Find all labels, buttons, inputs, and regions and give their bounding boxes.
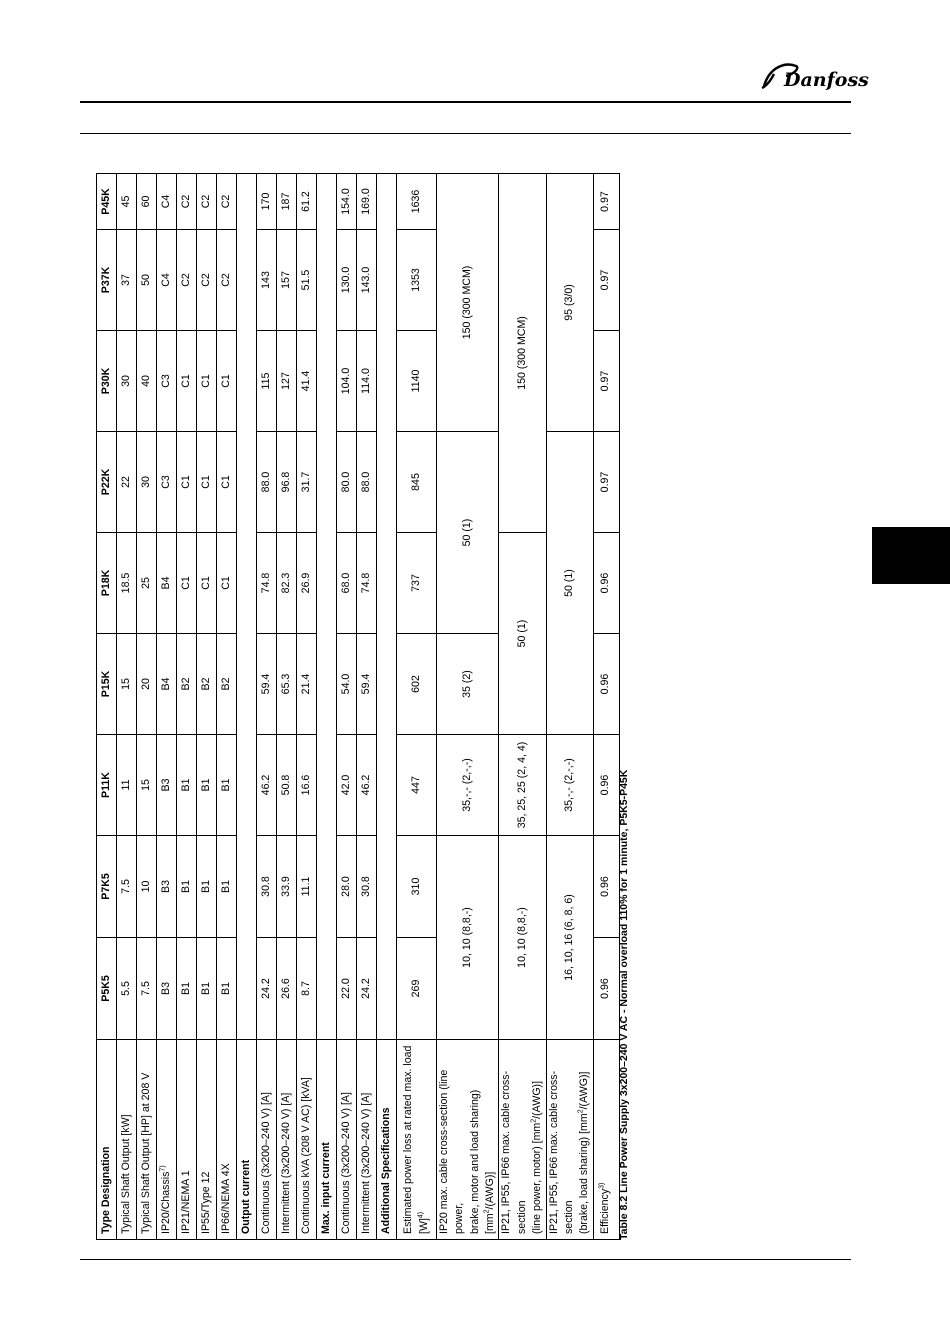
table-cell: 310 xyxy=(397,836,437,938)
section-row-additional-specifications xyxy=(377,174,397,1240)
table-cell: B1 xyxy=(177,938,197,1040)
table-cell: 22 xyxy=(117,432,137,533)
row-label xyxy=(437,1040,499,1240)
table-cell: 30 xyxy=(117,331,137,432)
table-cell: 22.0 xyxy=(337,938,357,1040)
table-cell: C1 xyxy=(217,331,237,432)
table-cell: C3 xyxy=(157,432,177,533)
section-fill xyxy=(377,174,397,1040)
table-cell: 115 xyxy=(257,331,277,432)
table-cell: C2 xyxy=(197,230,217,331)
table-cell: 0.96 xyxy=(593,533,619,634)
footer-rule xyxy=(80,1259,851,1260)
table-cell: 150 (300 MCM) xyxy=(437,174,499,432)
table-cell: 0.96 xyxy=(593,836,619,938)
table-cell: C1 xyxy=(177,432,197,533)
row-label-text: /(AWG)] xyxy=(484,1171,497,1210)
table-cell: 50 xyxy=(137,230,157,331)
table-cell: 35 (2) xyxy=(437,634,499,735)
chapter-tab xyxy=(872,527,950,584)
table-cell: B3 xyxy=(157,938,177,1040)
row-label-text: /(AWG)] xyxy=(531,1080,544,1119)
table-cell: 1353 xyxy=(397,230,437,331)
row-label: Intermittent (3x200–240 V) [A] xyxy=(277,1040,297,1240)
table-cell: 46.2 xyxy=(357,735,377,836)
col-p7k5: P7K5 xyxy=(97,836,117,938)
table-cell: 65.3 xyxy=(277,634,297,735)
table-cell: 30.8 xyxy=(357,836,377,938)
table-cell: 82.3 xyxy=(277,533,297,634)
table-cell: 10, 10 (8,8,-) xyxy=(437,836,499,1040)
table-cell: 50.8 xyxy=(277,735,297,836)
superscript: 2 xyxy=(483,1209,491,1214)
table-row xyxy=(177,174,197,1240)
header-row xyxy=(97,174,117,1240)
row-label: Continuous (3x200–240 V) [A] xyxy=(337,1040,357,1240)
table-cell: 127 xyxy=(277,331,297,432)
table-cell: 150 (300 MCM) xyxy=(499,174,546,533)
row-label: IP66/NEMA 4X xyxy=(217,1040,237,1240)
table-cell: C1 xyxy=(217,432,237,533)
table-cell: 33.9 xyxy=(277,836,297,938)
table-cell: 54.0 xyxy=(337,634,357,735)
col-p45k: P45K xyxy=(97,174,117,230)
table-cell: 5.5 xyxy=(117,938,137,1040)
row-label-text: Estimated power loss at rated max. load xyxy=(402,1045,415,1234)
table-cell: 26.6 xyxy=(277,938,297,1040)
row-label-text: IP20/Chassis xyxy=(159,1171,172,1234)
table-cell: C4 xyxy=(157,230,177,331)
table-cell: 10 xyxy=(137,836,157,938)
table-cell: 0.96 xyxy=(593,634,619,735)
table-cell: 16.6 xyxy=(297,735,317,836)
footnote-ref: 7) xyxy=(159,1165,167,1172)
table-cell: 35, 25, 25 (2, 4, 4) xyxy=(499,735,546,836)
table-row xyxy=(117,174,137,1240)
table-cell: 143.0 xyxy=(357,230,377,331)
table-cell: 269 xyxy=(397,938,437,1040)
table-cell: 0.97 xyxy=(593,230,619,331)
table-cell: 20 xyxy=(137,634,157,735)
table-cell: B1 xyxy=(197,938,217,1040)
table-cell: 157 xyxy=(277,230,297,331)
table-cell: C1 xyxy=(197,331,217,432)
table-cell: 51.5 xyxy=(297,230,317,331)
table-cell: 0.97 xyxy=(593,432,619,533)
table-row xyxy=(137,174,157,1240)
table-cell: 31.7 xyxy=(297,432,317,533)
row-label-text: IP21, IP55, IP66 max. cable cross-section xyxy=(547,1070,575,1234)
table-cell: 59.4 xyxy=(257,634,277,735)
footnote-ref: 4) xyxy=(416,1211,424,1219)
table-cell: 7.5 xyxy=(137,938,157,1040)
table-cell: 42.0 xyxy=(337,735,357,836)
row-label: Intermittent (3x200–240 V) [A] xyxy=(357,1040,377,1240)
table-cell: B1 xyxy=(197,836,217,938)
table-cell: 88.0 xyxy=(257,432,277,533)
table-cell: 25 xyxy=(137,533,157,634)
table-caption: Table 8.2 Line Power Supply 3x200–240 V AC - Normal overload 110% for 1 minute, P5K5-P45K xyxy=(618,769,630,1240)
col-p15k: P15K xyxy=(97,634,117,735)
table-cell: 50 (1) xyxy=(546,432,593,735)
table-cell: B1 xyxy=(217,836,237,938)
row-label xyxy=(397,1040,437,1240)
table-cell: 24.2 xyxy=(357,938,377,1040)
table-cell: 447 xyxy=(397,735,437,836)
table-cell: 45 xyxy=(117,174,137,230)
table-cell: B2 xyxy=(197,634,217,735)
table-cell: 8.7 xyxy=(297,938,317,1040)
table-cell: 50 (1) xyxy=(499,533,546,735)
col-p18k: P18K xyxy=(97,533,117,634)
logo-wordmark: Danfoss xyxy=(784,69,869,91)
superscript: 2 xyxy=(577,1109,585,1114)
row-label xyxy=(157,1040,177,1240)
table-cell: 35,-,- (2,-,-) xyxy=(546,735,593,836)
row-label-text: Efficiency xyxy=(599,1188,612,1234)
section-heading: Max. input current xyxy=(317,1040,337,1240)
section-row-output-current xyxy=(237,174,257,1240)
table-cell: 60 xyxy=(137,174,157,230)
table-cell: C2 xyxy=(177,174,197,230)
table-cell: B2 xyxy=(217,634,237,735)
table-cell: 21.4 xyxy=(297,634,317,735)
table-cell: 50 (1) xyxy=(437,432,499,634)
table-cell: 41.4 xyxy=(297,331,317,432)
section-heading: Output current xyxy=(237,1040,257,1240)
table-cell: 28.0 xyxy=(337,836,357,938)
row-label-text: IP20 max. cable cross-section (line power, xyxy=(438,1069,466,1234)
table-cell: 10, 10 (8,8,-) xyxy=(499,836,546,1040)
table-cell: 737 xyxy=(397,533,437,634)
section-fill xyxy=(237,174,257,1040)
table-cell: 11 xyxy=(117,735,137,836)
table-cell: 15 xyxy=(117,634,137,735)
table-cell: 18.5 xyxy=(117,533,137,634)
table-cell: 0.96 xyxy=(593,938,619,1040)
table-cell: C2 xyxy=(217,230,237,331)
table-cell: 24.2 xyxy=(257,938,277,1040)
table-cell: 61.2 xyxy=(297,174,317,230)
row-label-text: (line power, motor) [mm xyxy=(531,1122,544,1234)
table-row xyxy=(197,174,217,1240)
table-cell: C1 xyxy=(177,331,197,432)
table-cell: 602 xyxy=(397,634,437,735)
table-cell: 74.8 xyxy=(257,533,277,634)
table-cell: 59.4 xyxy=(357,634,377,735)
row-label-text: /(AWG)] xyxy=(578,1071,591,1110)
table-cell: 845 xyxy=(397,432,437,533)
footnote-ref: 3) xyxy=(598,1182,606,1189)
table-cell: 95 (3/0) xyxy=(546,174,593,432)
table-cell: B1 xyxy=(197,735,217,836)
row-label: Continuous kVA (208 V AC) [kVA] xyxy=(297,1040,317,1240)
table-cell: 0.96 xyxy=(593,735,619,836)
col-p30k: P30K xyxy=(97,331,117,432)
table-cell: 0.97 xyxy=(593,174,619,230)
header-rule-thick xyxy=(80,101,851,103)
row-label: Typical Shaft Output [HP] at 208 V xyxy=(137,1040,157,1240)
table-cell: 114.0 xyxy=(357,331,377,432)
table-row xyxy=(357,174,377,1240)
table-cell: 15 xyxy=(137,735,157,836)
col-p5k5: P5K5 xyxy=(97,938,117,1040)
table-cell: B1 xyxy=(177,735,197,836)
table-cell: B3 xyxy=(157,836,177,938)
table-row-ip21-brake xyxy=(546,174,593,1240)
table-cell: C4 xyxy=(157,174,177,230)
table-cell: 16, 10, 16 (6, 8, 6) xyxy=(546,836,593,1040)
col-p22k: P22K xyxy=(97,432,117,533)
table-cell: 40 xyxy=(137,331,157,432)
table-cell: 68.0 xyxy=(337,533,357,634)
table-cell: B1 xyxy=(177,836,197,938)
table-cell: 88.0 xyxy=(357,432,377,533)
spec-table xyxy=(96,173,620,1240)
row-label xyxy=(499,1040,546,1240)
table-row-power-loss xyxy=(397,174,437,1240)
section-fill xyxy=(317,174,337,1040)
table-row-ip21-line xyxy=(499,174,546,1240)
danfoss-logo xyxy=(756,56,869,96)
table-cell: 11.1 xyxy=(297,836,317,938)
table-cell: C1 xyxy=(177,533,197,634)
table-cell: 104.0 xyxy=(337,331,357,432)
row-label-text: IP21, IP55, IP66 max. cable cross-section xyxy=(500,1070,528,1234)
table-cell: 74.8 xyxy=(357,533,377,634)
row-label: Continuous (3x200–240 V) [A] xyxy=(257,1040,277,1240)
table-cell: B4 xyxy=(157,533,177,634)
table-cell: B3 xyxy=(157,735,177,836)
rotated-table-container xyxy=(96,174,612,1240)
table-cell: B1 xyxy=(217,938,237,1040)
table-cell: 187 xyxy=(277,174,297,230)
col-p37k: P37K xyxy=(97,230,117,331)
table-cell: 154.0 xyxy=(337,174,357,230)
table-cell: 37 xyxy=(117,230,137,331)
table-cell: 7.5 xyxy=(117,836,137,938)
table-row xyxy=(277,174,297,1240)
table-cell: 96.8 xyxy=(277,432,297,533)
table-cell: 1140 xyxy=(397,331,437,432)
section-heading: Additional Specifications xyxy=(377,1040,397,1240)
table-row xyxy=(337,174,357,1240)
superscript: 2 xyxy=(530,1118,538,1123)
table-cell: 170 xyxy=(257,174,277,230)
table-cell: 169.0 xyxy=(357,174,377,230)
row-label: IP55/Type 12 xyxy=(197,1040,217,1240)
header-rule-thin xyxy=(80,133,851,134)
row-label-text: brake, motor and load sharing) xyxy=(468,1089,481,1234)
table-cell: C3 xyxy=(157,331,177,432)
table-cell: B4 xyxy=(157,634,177,735)
table-cell: 143 xyxy=(257,230,277,331)
table-cell: 35,-,- (2,-,-) xyxy=(437,735,499,836)
table-cell: 130.0 xyxy=(337,230,357,331)
row-label-text: [W] xyxy=(417,1218,430,1234)
table-row xyxy=(297,174,317,1240)
table-cell: B2 xyxy=(177,634,197,735)
table-cell: 30 xyxy=(137,432,157,533)
table-row xyxy=(157,174,177,1240)
row-label xyxy=(593,1040,619,1240)
table-cell: 80.0 xyxy=(337,432,357,533)
row-label: Typical Shaft Output [kW] xyxy=(117,1040,137,1240)
table-cell: 0.97 xyxy=(593,331,619,432)
row-label-text: (brake, load sharing) [mm xyxy=(578,1113,591,1234)
table-row-efficiency xyxy=(593,174,619,1240)
section-row-max-input-current xyxy=(317,174,337,1240)
col-p11k: P11K xyxy=(97,735,117,836)
row-label-text: [mm xyxy=(484,1213,497,1234)
row-label: IP21/NEMA 1 xyxy=(177,1040,197,1240)
type-designation-label: Type Designation xyxy=(97,1040,117,1240)
table-cell: C1 xyxy=(217,533,237,634)
table-cell: C1 xyxy=(197,432,217,533)
table-cell: C1 xyxy=(197,533,217,634)
table-cell: 1636 xyxy=(397,174,437,230)
table-cell: B1 xyxy=(217,735,237,836)
table-row xyxy=(257,174,277,1240)
table-row-ip20-cable xyxy=(437,174,499,1240)
table-cell: 46.2 xyxy=(257,735,277,836)
row-label xyxy=(546,1040,593,1240)
table-cell: 26.9 xyxy=(297,533,317,634)
table-cell: C2 xyxy=(217,174,237,230)
table-cell: 30.8 xyxy=(257,836,277,938)
table-row xyxy=(217,174,237,1240)
table-cell: C2 xyxy=(197,174,217,230)
table-cell: C2 xyxy=(177,230,197,331)
